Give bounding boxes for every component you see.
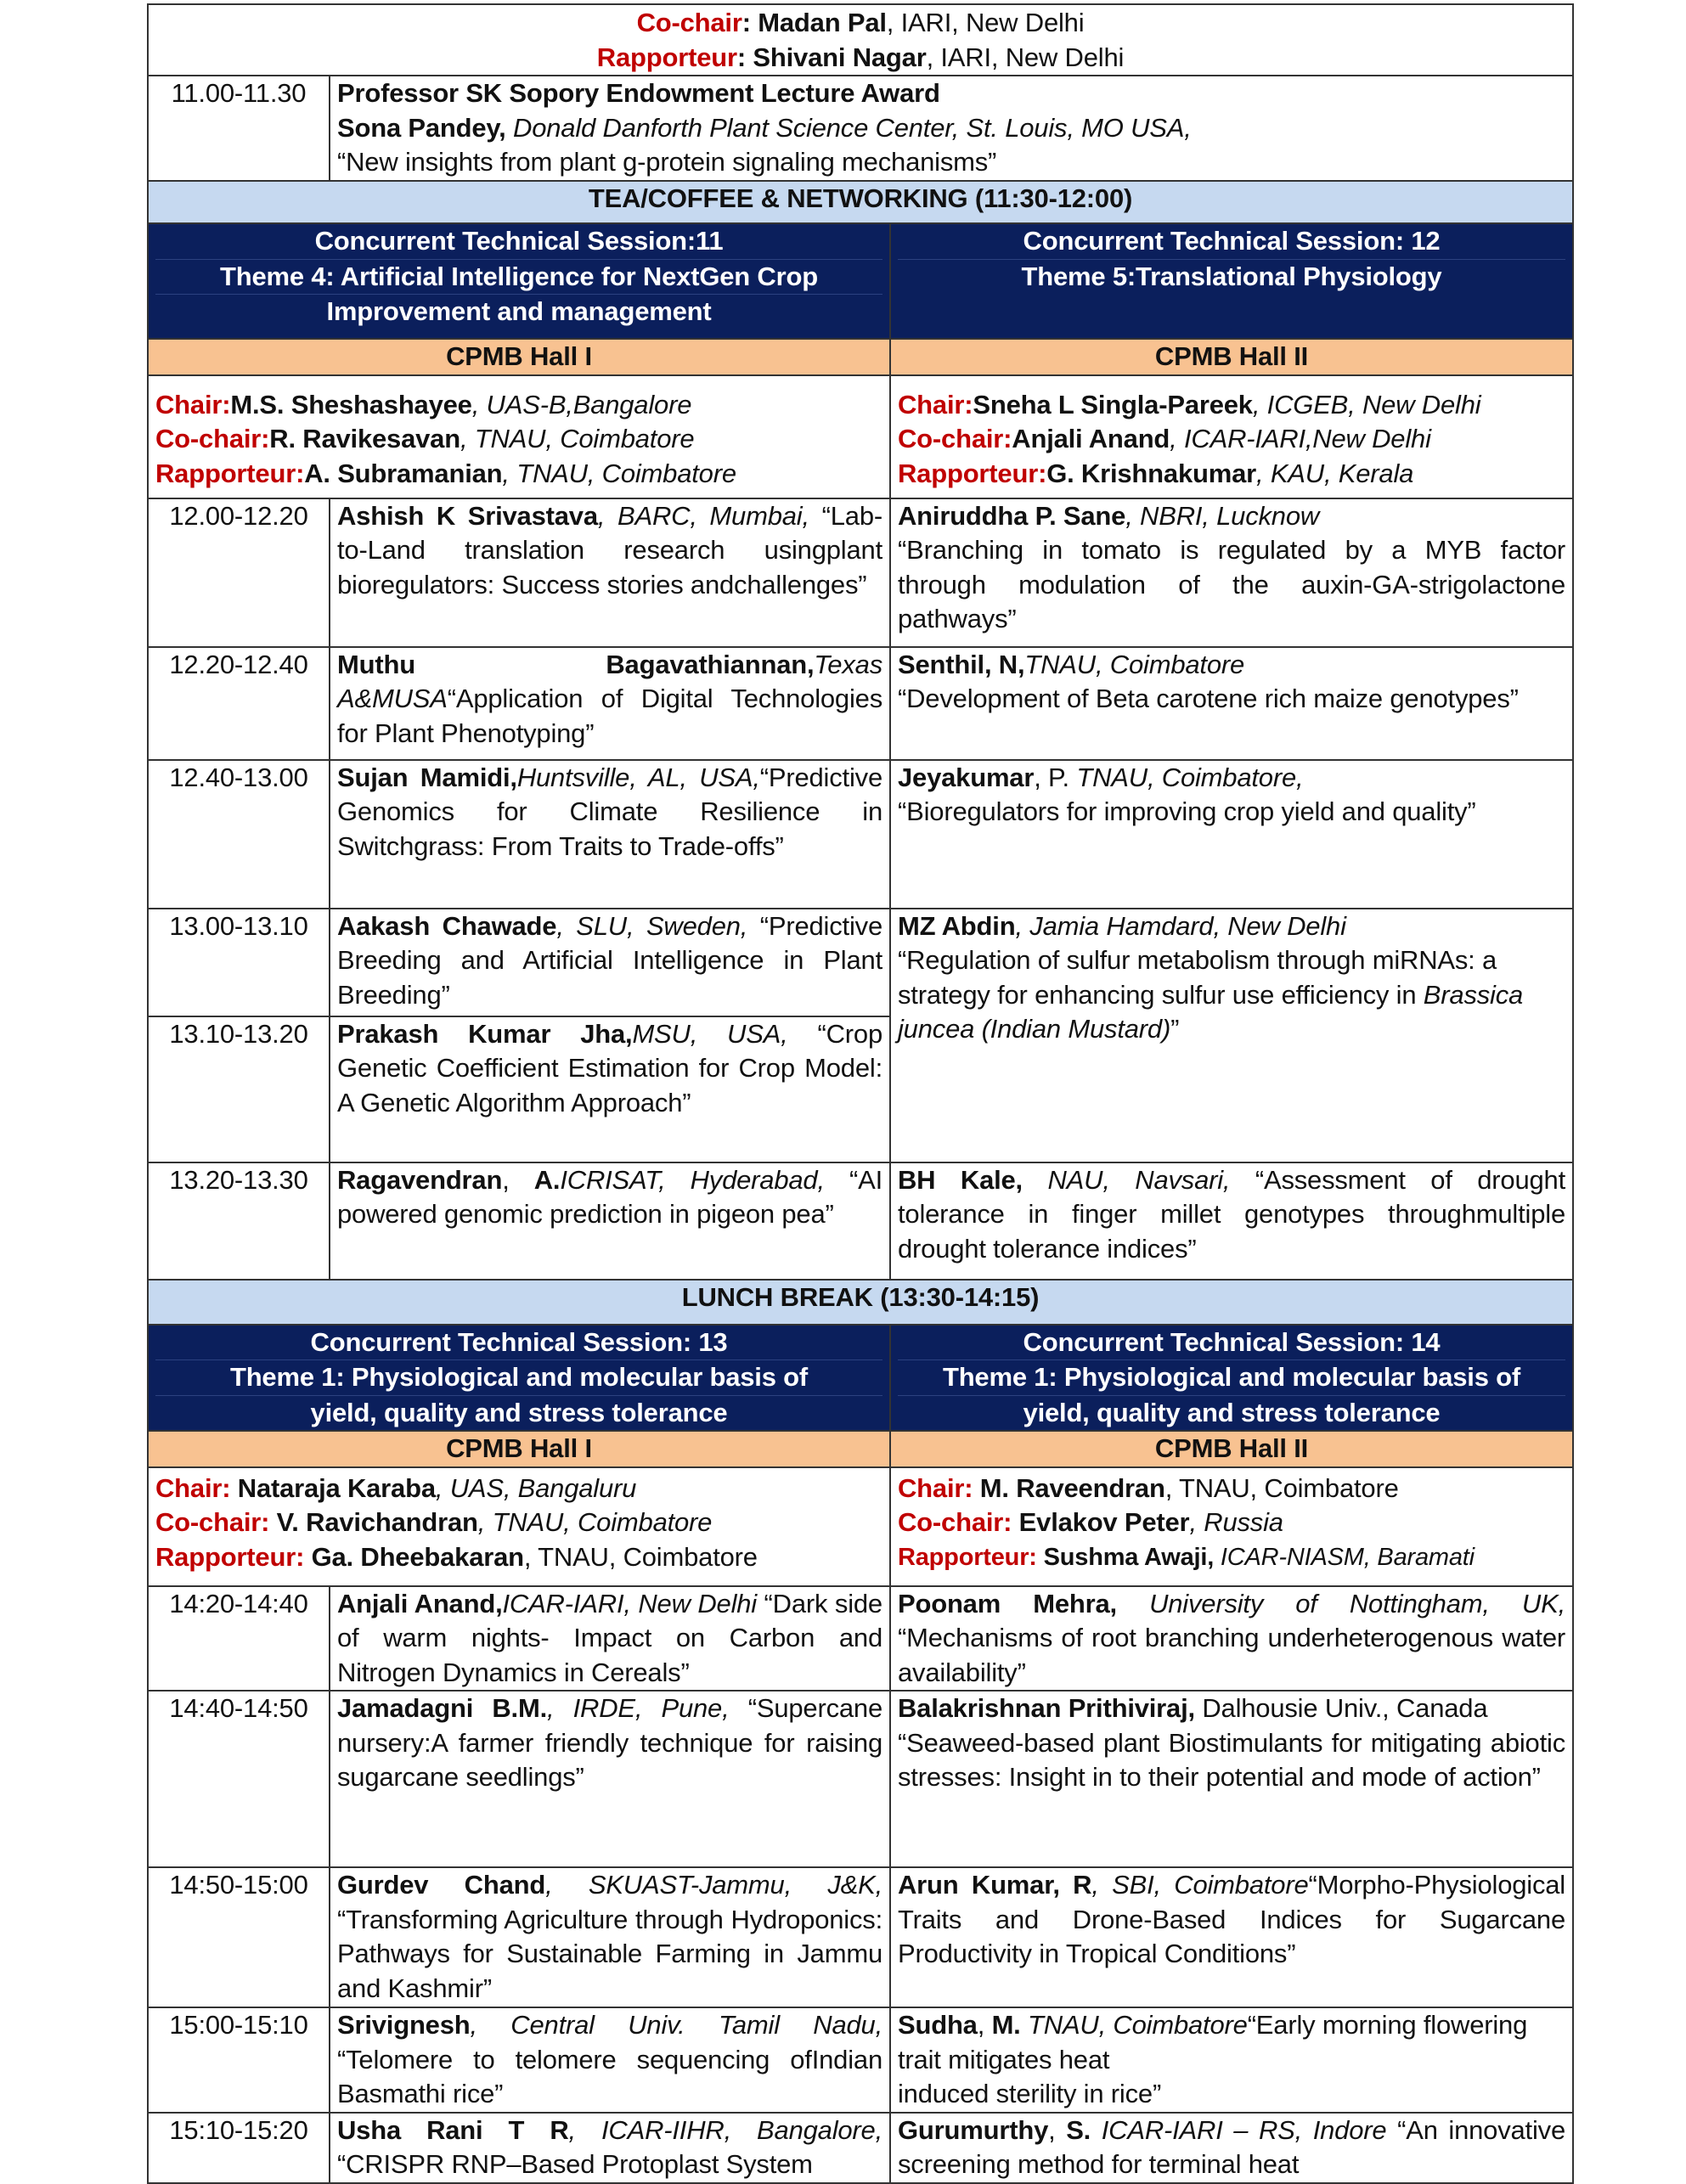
talk-row: [148, 1867, 1573, 2007]
talk-left: Gurdev Chand, SKUAST-Jammu, J&K, “Transforming Agriculture through Hydroponics: Pathways for Sustainable Farming in Jammu and Kashmir”: [330, 1867, 890, 2007]
session-header-left: Concurrent Technical Session:11 Theme 4: Artificial Intelligence for NextGen Crop Improvement and management: [148, 223, 890, 339]
talk-right: Senthil, N,TNAU, Coimbatore “Development of Beta carotene rich maize genotypes”: [890, 647, 1573, 760]
time-cell: 13.10-13.20: [148, 1016, 330, 1162]
talk-right: Poonam Mehra, University of Nottingham, UK, “Mechanisms of root branching underheterogenous water availability”: [890, 1586, 1573, 1691]
lecture-cell: [330, 76, 1573, 181]
time-cell: 12.40-13.00: [148, 760, 330, 909]
speaker-affiliation: Donald Danforth Plant Science Center, St. Louis, MO USA,: [505, 112, 1192, 143]
break-row: [148, 181, 1573, 223]
lunch-break-label: LUNCH BREAK (13:30-14:15): [148, 1280, 1573, 1325]
chairs-row: [148, 1467, 1573, 1586]
hall-label-right: CPMB Hall II: [890, 1431, 1573, 1467]
talk-row: [148, 498, 1573, 647]
break-row: [148, 1280, 1573, 1325]
lecture-row: [148, 76, 1573, 181]
talk-left: Ashish K Srivastava, BARC, Mumbai, “Lab-to-Land translation research usingplant bioregulators: Success stories andchallenges”: [330, 498, 890, 647]
talk-title: “New insights from plant g-protein signaling mechanisms”: [337, 147, 997, 177]
talk-right: BH Kale, NAU, Navsari, “Assessment of drought tolerance in finger millet genotypes throughmultiple drought tolerance indices”: [890, 1162, 1573, 1280]
talk-left: Srivignesh, Central Univ. Tamil Nadu, “Telomere to telomere sequencing ofIndian Basmathi rice”: [330, 2007, 890, 2113]
session-officials-cell: [148, 4, 1573, 76]
time-cell: 14:50-15:00: [148, 1867, 330, 2007]
talk-row: [148, 2113, 1573, 2183]
chairs-right: Chair:Sneha L Singla-Pareek, ICGEB, New Delhi Co-chair:Anjali Anand, ICAR-IARI,New Delhi Rapporteur:G. Krishnakumar, KAU, Kerala: [890, 375, 1573, 498]
session-header-right: Concurrent Technical Session: 12 Theme 5:Translational Physiology: [890, 223, 1573, 339]
tea-break-label: TEA/COFFEE & NETWORKING (11:30-12:00): [148, 181, 1573, 223]
session-officials-row: [148, 4, 1573, 76]
talk-left: Sujan Mamidi,Huntsville, AL, USA,“Predictive Genomics for Climate Resilience in Switchgrass: From Traits to Trade-offs”: [330, 760, 890, 909]
talk-right: Sudha, M. TNAU, Coimbatore“Early morning flowering trait mitigates heat induced sterility in rice”: [890, 2007, 1573, 2113]
time-cell: 13.00-13.10: [148, 909, 330, 1016]
talk-row: [148, 1162, 1573, 1280]
time-cell: 15:10-15:20: [148, 2113, 330, 2183]
talk-row: [148, 760, 1573, 909]
rapporteur-line: Rapporteur: Shivani Nagar, IARI, New Delhi: [596, 42, 1125, 72]
talk-row: [148, 647, 1573, 760]
talk-row: [148, 2007, 1573, 2113]
time-cell: 12.20-12.40: [148, 647, 330, 760]
talk-left: Usha Rani T R, ICAR-IIHR, Bangalore, “CRISPR RNP–Based Protoplast System: [330, 2113, 890, 2183]
talk-left: Anjali Anand,ICAR-IARI, New Delhi “Dark side of warm nights- Impact on Carbon and Nitrogen Dynamics in Cereals”: [330, 1586, 890, 1691]
talk-right: MZ Abdin, Jamia Hamdard, New Delhi “Regulation of sulfur metabolism through miRNAs: a strategy for enhancing sulfur use efficiency in Brassica juncea (Indian Mustard)”: [890, 909, 1573, 1162]
talk-row: [148, 1586, 1573, 1691]
time-cell: 14:20-14:40: [148, 1586, 330, 1691]
talk-left: Muthu Bagavathiannan,Texas A&MUSA“Application of Digital Technologies for Plant Phenotyping”: [330, 647, 890, 760]
talk-left: Ragavendran, A.ICRISAT, Hyderabad, “AI powered genomic prediction in pigeon pea”: [330, 1162, 890, 1280]
cochair-line: Co-chair: Madan Pal, IARI, New Delhi: [636, 8, 1085, 37]
hall-label-left: CPMB Hall I: [148, 339, 890, 375]
session-header-row: [148, 223, 1573, 339]
rapporteur-name: Shivani Nagar: [753, 42, 927, 72]
time-cell: 11.00-11.30: [148, 76, 330, 181]
hall-row: [148, 339, 1573, 375]
hall-label-left: CPMB Hall I: [148, 1431, 890, 1467]
time-cell: 15:00-15:10: [148, 2007, 330, 2113]
session-header-right: Concurrent Technical Session: 14 Theme 1: Physiological and molecular basis of yield, quality and stress tolerance: [890, 1325, 1573, 1432]
talk-right: Aniruddha P. Sane, NBRI, Lucknow “Branching in tomato is regulated by a MYB factor through modulation of the auxin-GA-strigolactone pathways”: [890, 498, 1573, 647]
lecture-title: Professor SK Sopory Endowment Lecture Award: [337, 78, 940, 108]
talk-right: Jeyakumar, P. TNAU, Coimbatore, “Bioregulators for improving crop yield and quality”: [890, 760, 1573, 909]
talk-row: [148, 909, 1573, 1016]
speaker-name: Sona Pandey,: [337, 112, 506, 143]
time-cell: 12.00-12.20: [148, 498, 330, 647]
chairs-left: Chair: Nataraja Karaba, UAS, Bangaluru Co-chair: V. Ravichandran, TNAU, Coimbatore Rapporteur: Ga. Dheebakaran, TNAU, Coimbatore: [148, 1467, 890, 1586]
chairs-left: Chair:M.S. Sheshashayee, UAS-B,Bangalore Co-chair:R. Ravikesavan, TNAU, Coimbatore Rapporteur:A. Subramanian, TNAU, Coimbatore: [148, 375, 890, 498]
chairs-right: Chair: M. Raveendran, TNAU, Coimbatore Co-chair: Evlakov Peter, Russia Rapporteur: Sushma Awaji, ICAR-NIASM, Baramati: [890, 1467, 1573, 1586]
chairs-row: [148, 375, 1573, 498]
talk-right: Arun Kumar, R, SBI, Coimbatore“Morpho-Physiological Traits and Drone-Based Indices for Sugarcane Productivity in Tropical Conditions”: [890, 1867, 1573, 2007]
talk-right: Balakrishnan Prithiviraj, Dalhousie Univ., Canada “Seaweed-based plant Biostimulants for mitigating abiotic stresses: Insight in to their potential and mode of action”: [890, 1691, 1573, 1867]
talk-row: [148, 1691, 1573, 1867]
programme-table: [147, 3, 1574, 2184]
talk-right: Gurumurthy, S. ICAR-IARI – RS, Indore “An innovative screening method for terminal heat: [890, 2113, 1573, 2183]
cochair-name: Madan Pal: [758, 8, 887, 37]
talk-left: Jamadagni B.M., IRDE, Pune, “Supercane nursery:A farmer friendly technique for raising sugarcane seedlings”: [330, 1691, 890, 1867]
talk-left: Prakash Kumar Jha,MSU, USA, “Crop Genetic Coefficient Estimation for Crop Model: A Genetic Algorithm Approach”: [330, 1016, 890, 1162]
talk-left: Aakash Chawade, SLU, Sweden, “Predictive Breeding and Artificial Intelligence in Plant Breeding”: [330, 909, 890, 1016]
time-cell: 13.20-13.30: [148, 1162, 330, 1280]
session-header-row: [148, 1325, 1573, 1432]
hall-row: [148, 1431, 1573, 1467]
time-cell: 14:40-14:50: [148, 1691, 330, 1867]
session-header-left: Concurrent Technical Session: 13 Theme 1: Physiological and molecular basis of yield, quality and stress tolerance: [148, 1325, 890, 1432]
hall-label-right: CPMB Hall II: [890, 339, 1573, 375]
